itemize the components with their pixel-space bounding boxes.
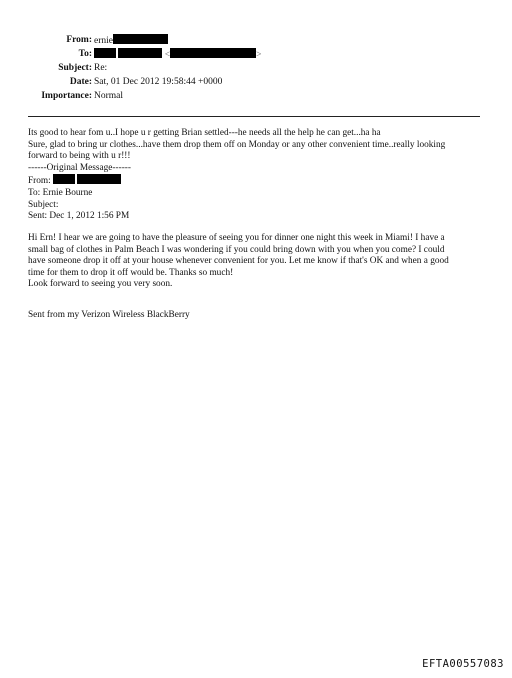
reply-line: forward to being with u r!!! xyxy=(28,151,131,162)
original-message-body xyxy=(28,233,484,291)
message-line: time for them to drop it off would be. Thanks so much! xyxy=(28,267,234,278)
signature-line: Sent from my Verizon Wireless BlackBerry xyxy=(28,310,190,320)
signature xyxy=(28,310,484,322)
message-line: small bag of clothes in Palm Beach I was wondering if you could bring down with you when you come? I could xyxy=(28,244,445,255)
date-value: Sat, 01 Dec 2012 19:58:44 +0000 xyxy=(94,77,223,87)
redaction-bar xyxy=(53,174,75,184)
to-label: To: xyxy=(78,49,92,59)
header-subject-value xyxy=(94,62,107,75)
header-date-value xyxy=(94,76,222,89)
redaction-bar xyxy=(118,48,162,58)
reply-body xyxy=(28,128,484,223)
importance-label: Importance: xyxy=(41,91,92,101)
redaction-bar xyxy=(94,48,116,58)
document-id: EFTA00557083 xyxy=(422,658,504,670)
original-subject: Subject: xyxy=(28,199,59,210)
reply-line: Sure, glad to bring ur clothes...have them drop them off on Monday or any other convenient time..really looking xyxy=(28,139,446,150)
date-label: Date: xyxy=(69,77,92,87)
header-importance-value xyxy=(94,90,123,103)
subject-value: Re: xyxy=(94,63,108,73)
redaction-bar xyxy=(170,48,256,58)
redaction-bar xyxy=(113,34,168,44)
from-value: ernie xyxy=(94,36,113,46)
header-to-value xyxy=(94,48,261,62)
importance-value: Normal xyxy=(94,91,124,101)
header-from-value xyxy=(94,34,168,48)
original-divider: ------Original Message------ xyxy=(28,162,131,173)
message-line: Look forward to seeing you very soon. xyxy=(28,279,173,290)
header-divider xyxy=(28,116,480,117)
original-from xyxy=(28,174,484,188)
redaction-bar xyxy=(77,174,121,184)
message-line: have someone drop it off at your house whenever convenient for you. Let me know if that's OK and when a good xyxy=(28,256,449,267)
subject-label: Subject: xyxy=(58,63,92,73)
to-bracket-open: < xyxy=(164,50,171,60)
to-bracket-close: > xyxy=(256,50,262,60)
message-line: Hi Ern! I hear we are going to have the pleasure of seeing you for dinner one night this week in Miami! I have a xyxy=(28,233,445,243)
original-sent: Sent: Dec 1, 2012 1:56 PM xyxy=(28,211,130,222)
from-label: From: xyxy=(66,35,92,45)
original-to: To: Ernie Bourne xyxy=(28,187,93,198)
original-from-label: From: xyxy=(28,176,51,187)
reply-line: Its good to hear fom u..I hope u r getting Brian settled---he needs all the help he can get...ha ha xyxy=(28,128,381,138)
